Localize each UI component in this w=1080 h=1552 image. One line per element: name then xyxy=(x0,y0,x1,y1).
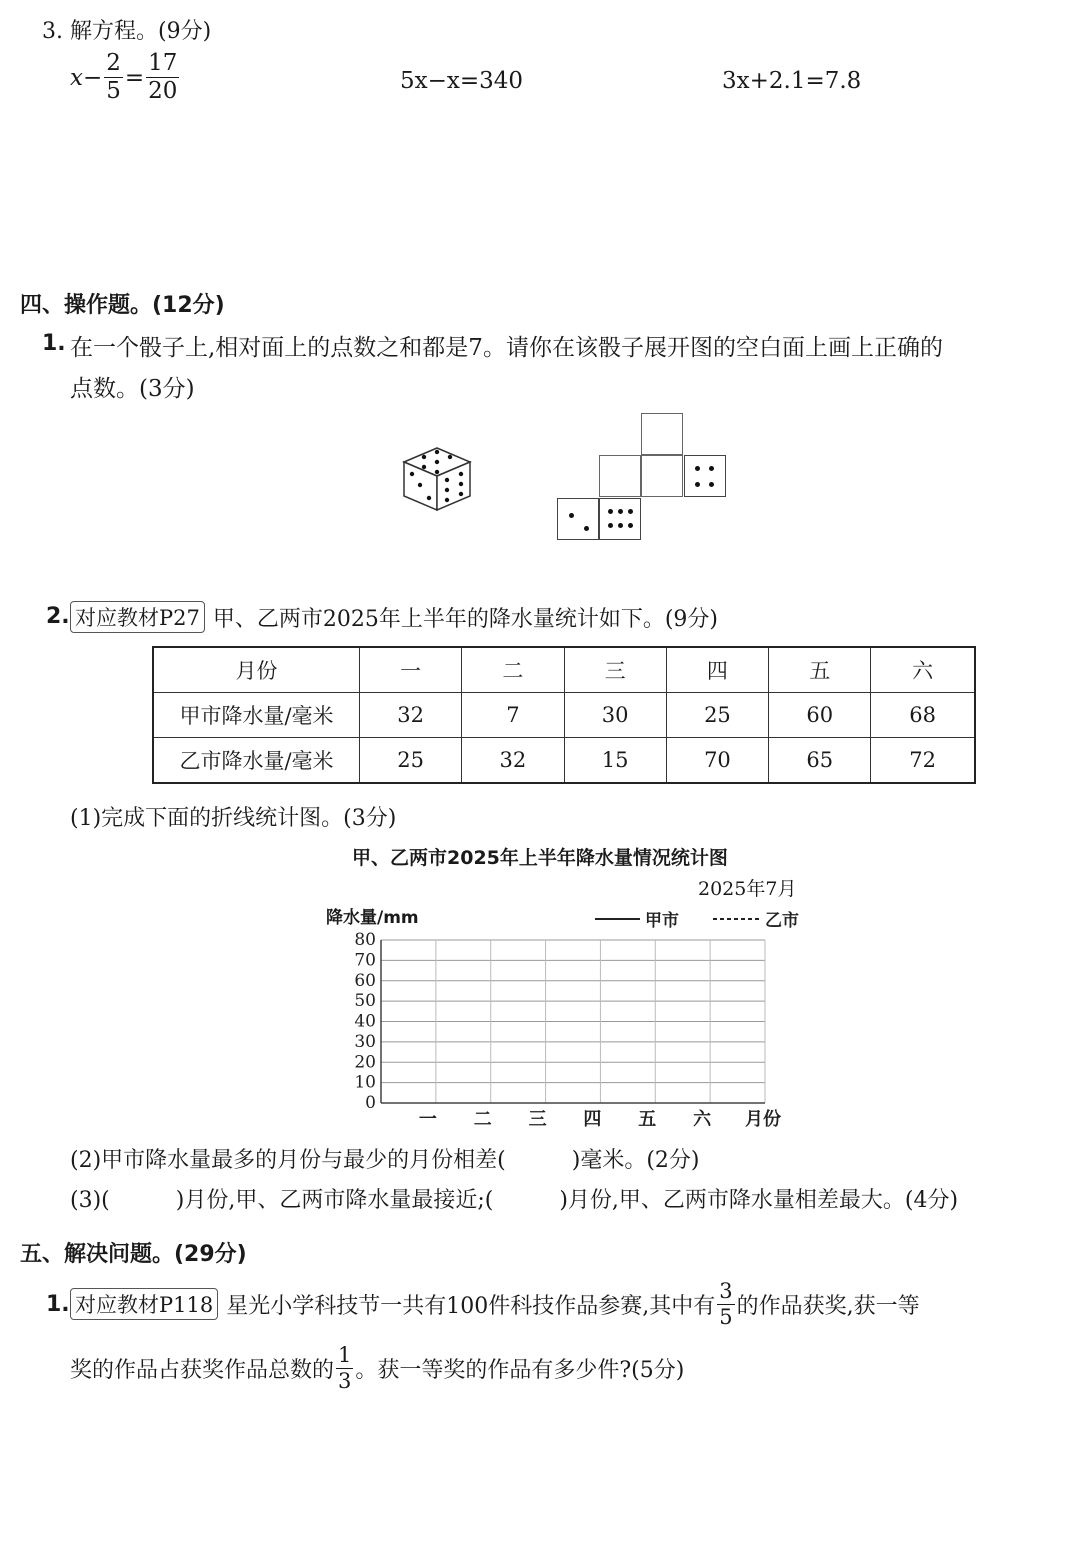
y-tick-label: 30 xyxy=(354,1031,376,1052)
q5-1-line2-a: 奖的作品占获奖作品总数的 xyxy=(70,1357,335,1383)
legend-label-series-1: 甲市 xyxy=(645,911,679,931)
q4-2-sub2: (2)甲市降水量最多的月份与最少的月份相差( )毫米。(2分) xyxy=(70,1148,700,1173)
eq1-equals: = xyxy=(124,64,145,91)
x-tick-label: 三 xyxy=(528,1109,547,1130)
table-cell: 一 xyxy=(360,647,462,693)
y-tick-label: 60 xyxy=(354,970,376,991)
q4-2-text: 甲、乙两市2025年上半年的降水量统计如下。(9分) xyxy=(212,606,719,632)
table-row xyxy=(153,693,975,738)
q5-1-number: 1. xyxy=(46,1292,70,1317)
net-face-two xyxy=(557,498,599,540)
x-tick-label: 四 xyxy=(583,1109,602,1130)
rainfall-line-chart xyxy=(320,900,820,1130)
eq1-f2-num: 17 xyxy=(148,50,178,76)
net-face-mid-center[interactable] xyxy=(641,455,683,497)
frac-num: 1 xyxy=(338,1342,352,1367)
table-cell: 32 xyxy=(462,738,564,784)
table-cell: 三 xyxy=(564,647,666,693)
x-axis-label: 月份 xyxy=(745,1109,781,1130)
eq1-fraction-2 xyxy=(146,52,179,103)
equation-3: 3x+2.1=7.8 xyxy=(722,68,862,94)
q5-1-text-b: 的作品获奖,获一等 xyxy=(736,1293,920,1319)
y-tick-label: 20 xyxy=(354,1052,376,1073)
dice-3d-image xyxy=(402,444,472,514)
table-cell: 甲市降水量/毫米 xyxy=(153,693,360,738)
q4-2-sub3: (3)( )月份,甲、乙两市降水量最接近;( )月份,甲、乙两市降水量相差最大。(4分) xyxy=(70,1188,959,1213)
table-cell: 72 xyxy=(871,738,975,784)
frac-den: 3 xyxy=(338,1368,352,1393)
rainfall-table xyxy=(152,646,976,784)
chart-date: 2025年7月 xyxy=(698,878,797,900)
table-row xyxy=(153,738,975,784)
equation-1 xyxy=(70,52,181,103)
q5-1-text-a: 星光小学科技节一共有100件科技作品参赛,其中有 xyxy=(226,1293,716,1319)
q5-1-line1 xyxy=(70,1276,920,1332)
table-cell: 60 xyxy=(769,693,871,738)
y-tick-label: 40 xyxy=(354,1011,376,1032)
table-cell: 25 xyxy=(360,738,462,784)
eq1-fraction-1 xyxy=(104,52,123,103)
q4-1-line2: 点数。(3分) xyxy=(70,376,195,402)
y-tick-label: 70 xyxy=(354,950,376,971)
legend-label-series-2: 乙市 xyxy=(765,911,799,931)
net-face-mid-left[interactable] xyxy=(599,455,641,497)
net-face-four xyxy=(684,455,726,497)
section-4-heading: 四、操作题。(12分) xyxy=(20,293,225,318)
table-cell: 32 xyxy=(360,693,462,738)
q5-1-fraction-1-3 xyxy=(336,1342,353,1393)
section-5-heading: 五、解决问题。(29分) xyxy=(20,1242,247,1267)
table-cell: 65 xyxy=(769,738,871,784)
q3-title: 3. 解方程。(9分) xyxy=(42,19,212,44)
textbook-tag-p27: 对应教材P27 xyxy=(70,601,205,633)
x-tick-label: 五 xyxy=(638,1109,657,1130)
table-cell: 六 xyxy=(871,647,975,693)
q5-1-fraction-3-5 xyxy=(717,1278,734,1329)
chart-title: 甲、乙两市2025年上半年降水量情况统计图 xyxy=(352,847,728,869)
q4-2-line xyxy=(70,601,718,633)
table-cell: 五 xyxy=(769,647,871,693)
textbook-tag-p118: 对应教材P118 xyxy=(70,1288,218,1320)
table-cell: 15 xyxy=(564,738,666,784)
q4-2-sub1: (1)完成下面的折线统计图。(3分) xyxy=(70,806,397,831)
table-header-row xyxy=(153,647,975,693)
y-tick-label: 50 xyxy=(354,991,376,1012)
x-tick-label: 一 xyxy=(418,1109,437,1130)
y-tick-label: 0 xyxy=(365,1093,376,1113)
table-cell: 68 xyxy=(871,693,975,738)
frac-den: 5 xyxy=(719,1304,733,1329)
x-tick-label: 六 xyxy=(693,1109,712,1130)
y-tick-label: 10 xyxy=(354,1072,376,1093)
equation-2: 5x−x=340 xyxy=(400,68,524,94)
table-cell: 乙市降水量/毫米 xyxy=(153,738,360,784)
eq1-f2-den: 20 xyxy=(148,78,178,104)
table-cell: 月份 xyxy=(153,647,360,693)
eq1-lhs: x− xyxy=(70,64,103,91)
eq1-f1-num: 2 xyxy=(106,50,121,76)
net-face-six xyxy=(599,498,641,540)
frac-num: 3 xyxy=(719,1278,733,1303)
table-cell: 30 xyxy=(564,693,666,738)
table-cell: 二 xyxy=(462,647,564,693)
table-cell: 25 xyxy=(666,693,768,738)
q4-2-number: 2. xyxy=(46,604,70,629)
table-cell: 70 xyxy=(666,738,768,784)
chart-y-label: 降水量/mm xyxy=(326,908,419,928)
q5-1-line2 xyxy=(70,1340,684,1396)
eq1-f1-den: 5 xyxy=(106,78,121,104)
net-face-top[interactable] xyxy=(641,413,683,455)
x-tick-label: 二 xyxy=(473,1109,492,1130)
table-cell: 四 xyxy=(666,647,768,693)
q4-1-line1: 在一个骰子上,相对面上的点数之和都是7。请你在该骰子展开图的空白面上画上正确的 xyxy=(70,335,943,361)
q4-1-number: 1. xyxy=(42,331,66,356)
table-cell: 7 xyxy=(462,693,564,738)
q5-1-line2-b: 。获一等奖的作品有多少件?(5分) xyxy=(355,1357,685,1383)
y-tick-label: 80 xyxy=(354,930,376,950)
